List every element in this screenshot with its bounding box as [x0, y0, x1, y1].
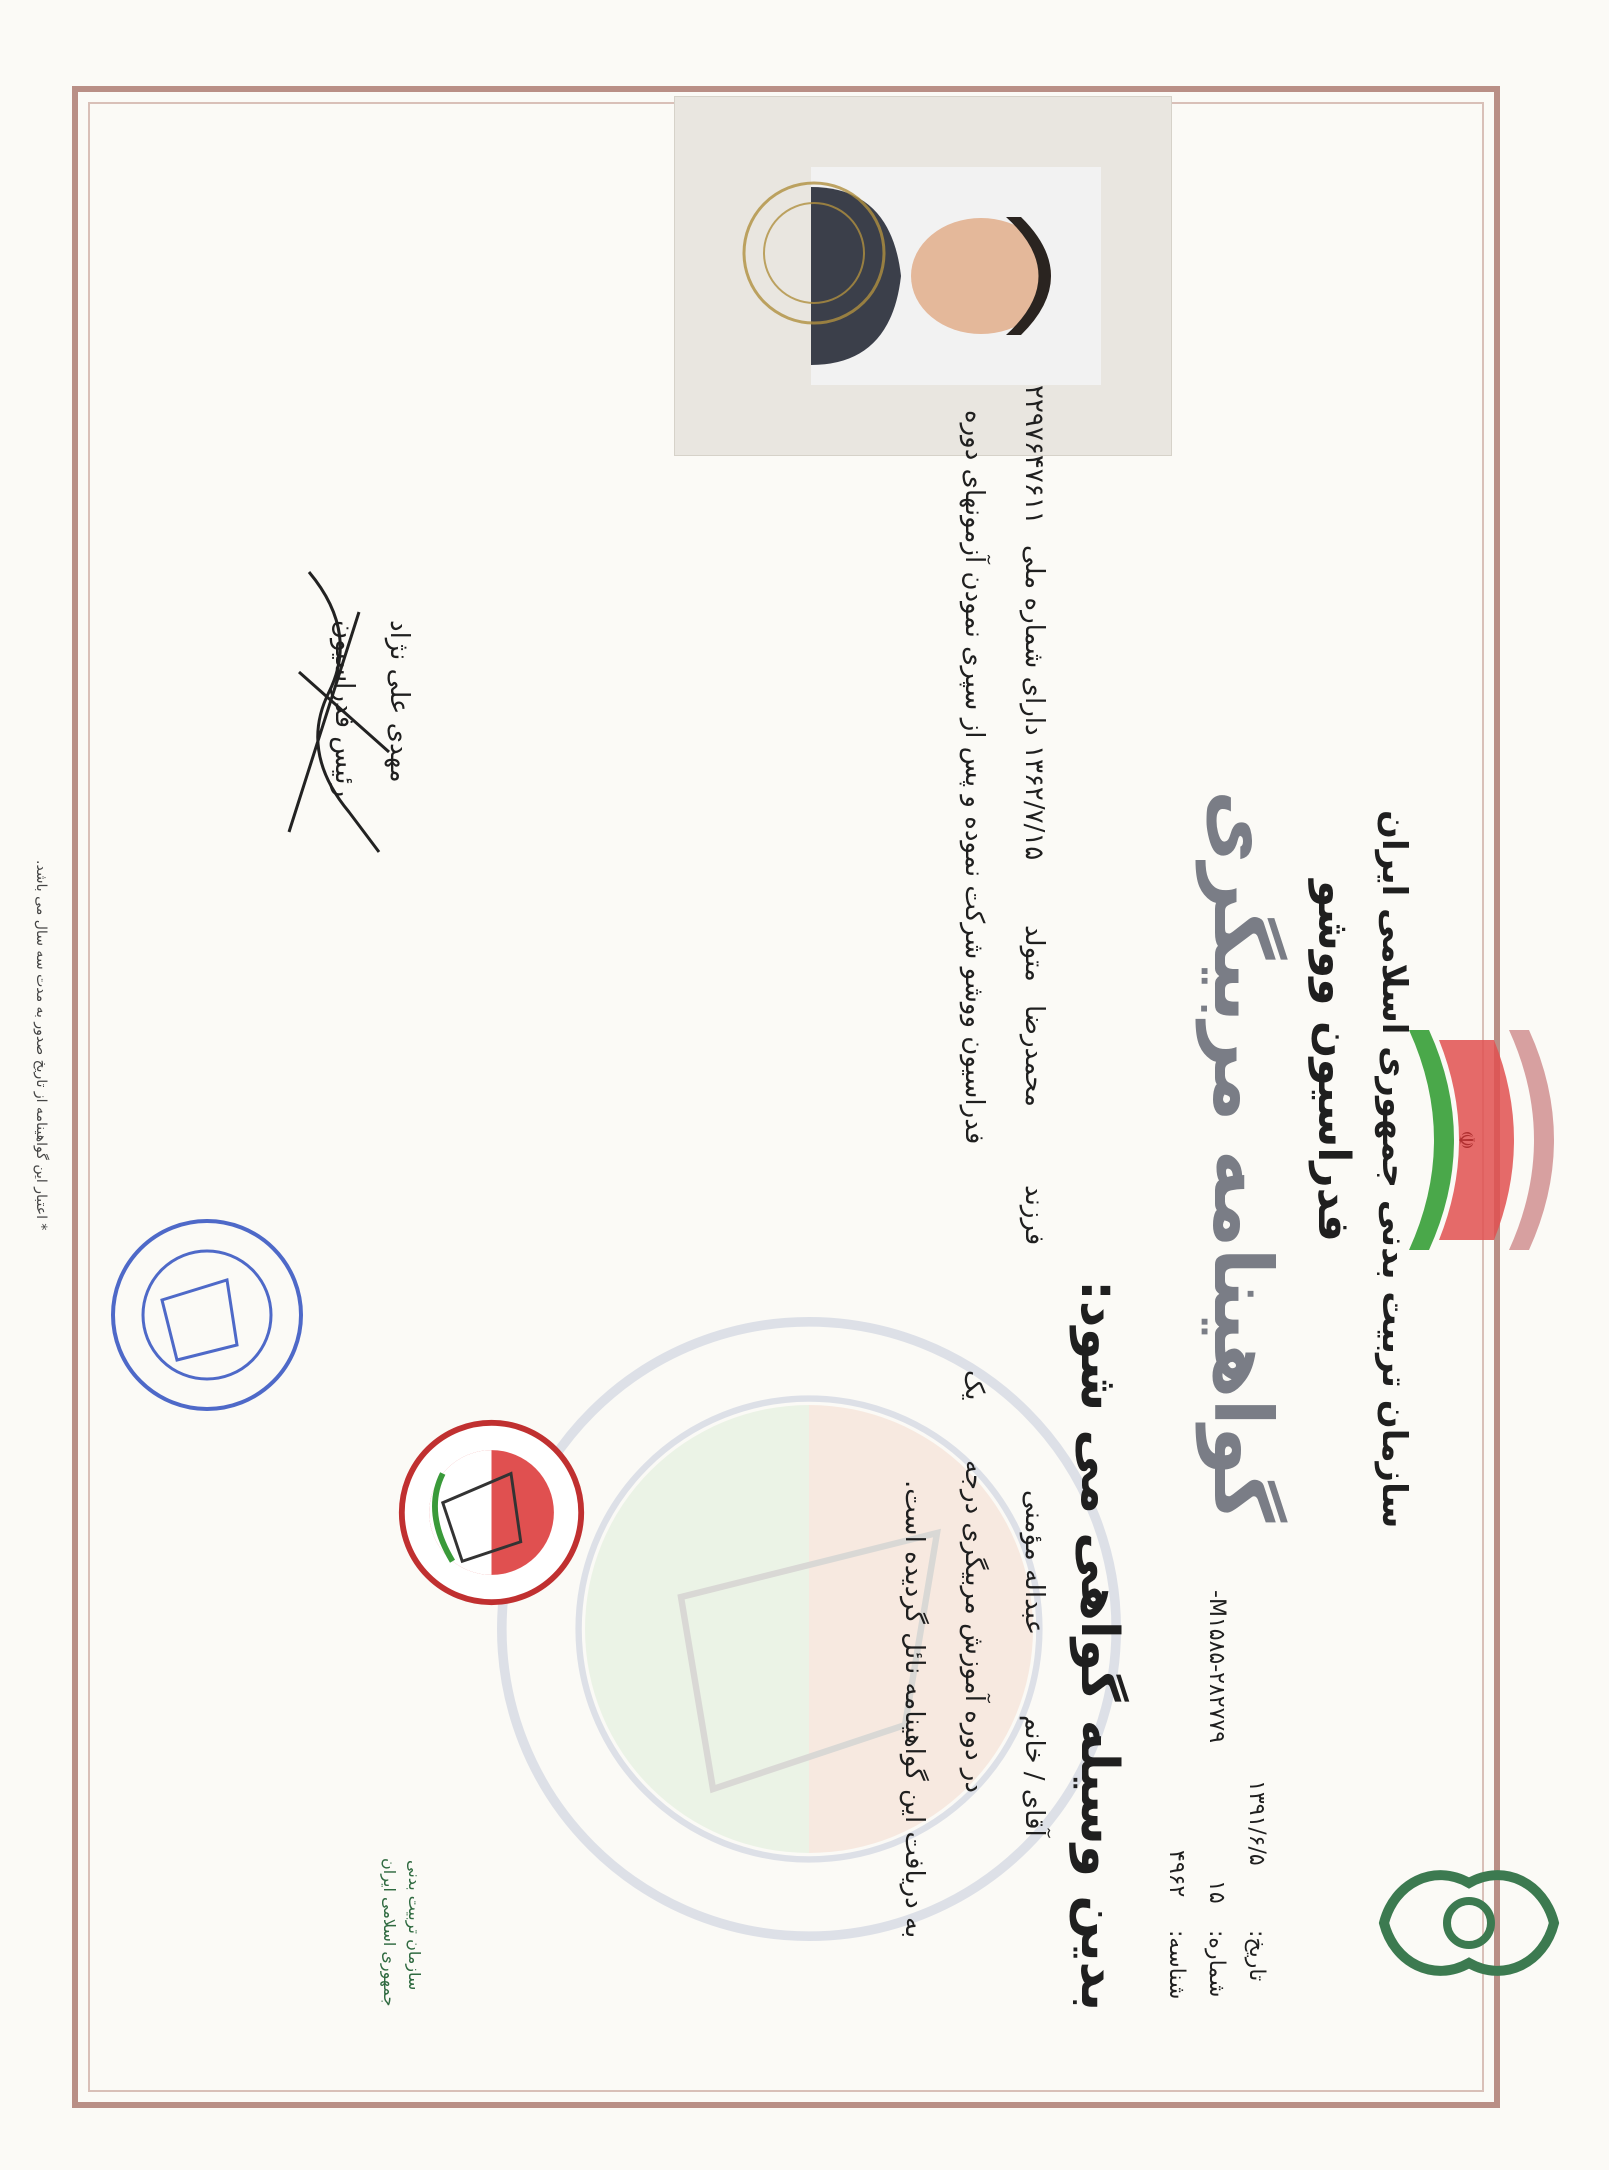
svg-text:☫: ☫: [1453, 1130, 1478, 1150]
number-value: M۱۵۸۵-۲۸۲۷۷۹-: [1204, 1590, 1229, 1744]
line1-id-label: دارای شماره ملی: [1019, 545, 1049, 736]
line1-prefix: آقای / خانم: [1019, 1715, 1049, 1837]
line2-text: در دوره آموزش مربیگری درجه: [959, 1460, 989, 1793]
certificate-title: گواهینامه مربیگری: [1196, 790, 1289, 1523]
date-label: تاریخ:: [1244, 1930, 1269, 1982]
line1-father-label: فرزند: [1019, 1185, 1049, 1246]
line1-born: ۱۳۶۲/۷/۱۵: [1019, 745, 1049, 861]
line1-id: ۲۲۹۷۶۴۷۶۱۱: [1019, 385, 1049, 525]
signatory-title: رئیس فدراسیون: [329, 620, 359, 798]
validity-note: * اعتبار این گواهینامه از تاریخ صدور به مدت سه سال می باشد.: [33, 860, 49, 1231]
line1-name: عبداله مؤمنی: [1019, 1490, 1049, 1636]
serial-label: شناسه:: [1164, 1930, 1189, 2000]
line2-grade: یک: [959, 1370, 989, 1401]
line1-father: محمدرضا: [1019, 1005, 1049, 1107]
gov-sports-logo: [1374, 1843, 1564, 2003]
wushu-federation-logo: [394, 1415, 589, 1610]
photo-stamp: [739, 178, 889, 328]
gov-logo-line1: سازمان تربیت بدنی: [405, 1860, 424, 1991]
federation-name: فدراسیون ووشو: [1308, 880, 1359, 1242]
serial-value: ۴۹۶۲: [1164, 1850, 1189, 1898]
number-value-2: ۱۵: [1204, 1880, 1229, 1904]
org-line: سازمان تربیت بدنی جمهوری اسلامی ایران: [1374, 810, 1414, 1529]
line1-born-label: متولد: [1019, 925, 1049, 982]
line3-text: به دریافت این گواهینامه نائل گردیده است.: [899, 1480, 929, 1939]
federation-stamp: [107, 1215, 307, 1415]
signatory-name: مهدی علی نژاد: [384, 620, 414, 783]
body-heading: بدین وسیله گواهی می شود:: [1069, 1280, 1129, 2012]
gov-logo-line2: جمهوری اسلامی ایران: [380, 1858, 399, 2007]
number-label: شماره:: [1204, 1930, 1229, 1998]
line2-continued: فدراسیون ووشو شرکت نموده و پس از سپری نمودن آزمونهای دوره: [959, 410, 989, 1145]
date-value: ۱۳۹۱/۶/۵: [1244, 1780, 1269, 1866]
